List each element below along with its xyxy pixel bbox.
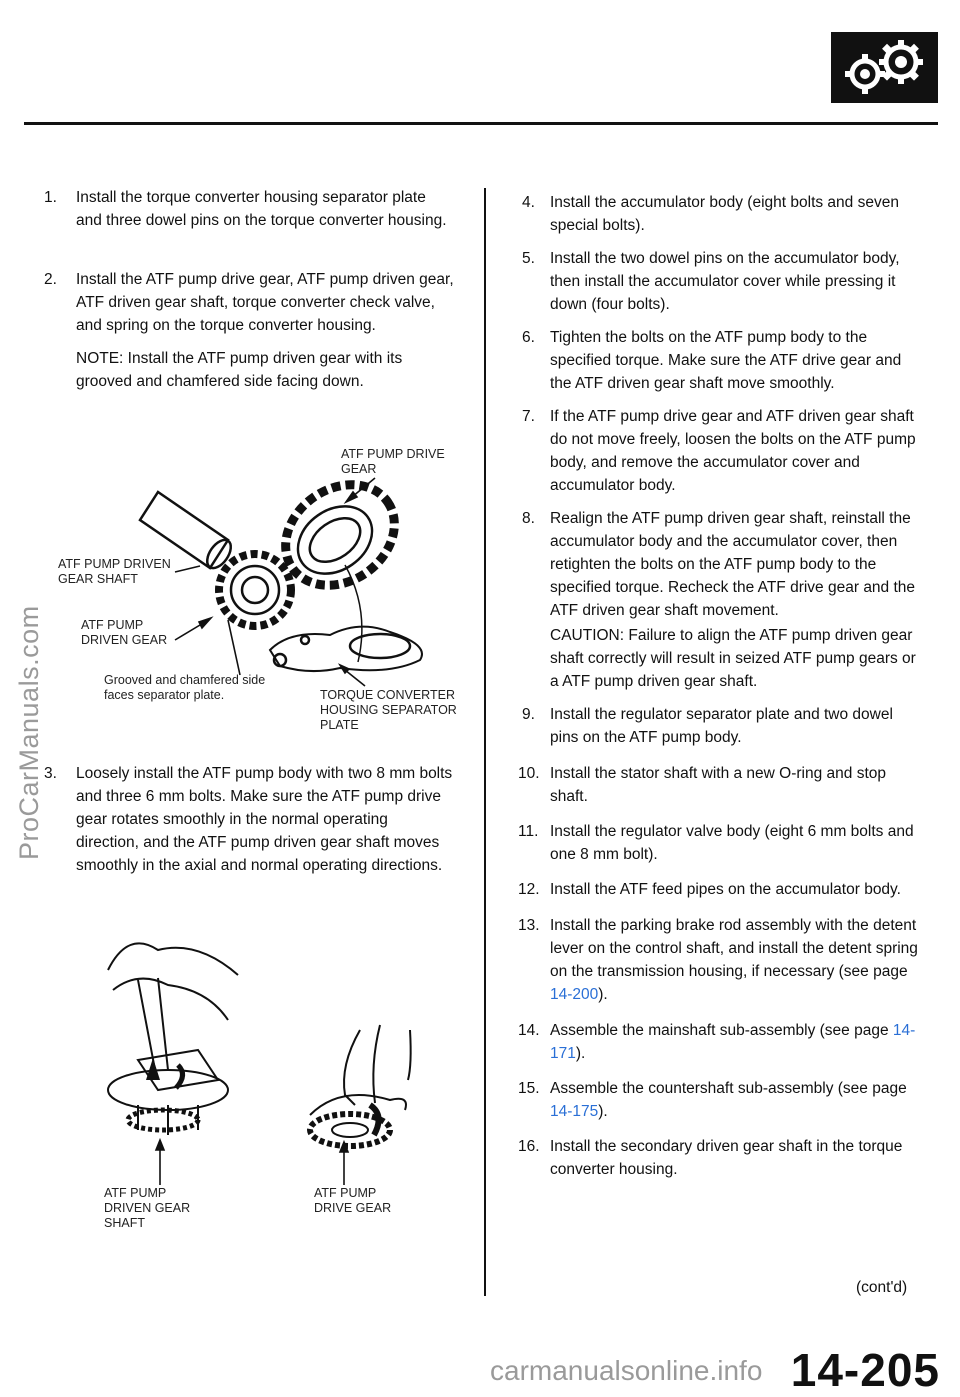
step-14: [518, 1019, 922, 1065]
step-number: 11.: [518, 823, 539, 840]
step-text: Install the stator shaft with a new O-ring and stop shaft.: [550, 765, 887, 805]
step-5: [522, 247, 922, 316]
step-number: 4.: [522, 194, 535, 211]
step-number: 3.: [44, 765, 57, 782]
step-number: 12.: [518, 881, 540, 898]
step-8: [522, 507, 922, 622]
page-number: 14-205: [790, 1344, 940, 1396]
step-text: Install the regulator valve body (eight 6 mm bolts and one 8 mm bolt).: [550, 823, 914, 863]
step-text-tail: ).: [575, 1045, 586, 1062]
page-link[interactable]: 14-200: [550, 986, 599, 1003]
step-number: 13.: [518, 917, 540, 934]
step-text: Install the parking brake rod assembly with the detent lever on the control shaft, and install the detent spring on the transmission housing, if necessary (see page: [550, 917, 918, 980]
step-text: Install the ATF feed pipes on the accumulator body.: [550, 881, 901, 898]
step-15: [518, 1077, 922, 1123]
step-text: Assemble the mainshaft sub-assembly (see page: [550, 1022, 889, 1039]
label-fig2-shaft: ATF PUMP DRIVEN GEAR SHAFT: [104, 1186, 191, 1230]
step-number: 14.: [518, 1022, 540, 1039]
step-text: Install the torque converter housing separator plate and three dowel pins on the torque converter housing.: [76, 189, 447, 229]
step-text: Install the two dowel pins on the accumulator body, then install the accumulator cover while pressing it down (four bolts).: [550, 250, 900, 313]
step-number: 15.: [518, 1080, 540, 1097]
page-link[interactable]: 14-171: [550, 1022, 916, 1062]
step-number: 7.: [522, 408, 535, 425]
bottom-watermark: carmanualsonline.info: [490, 1355, 763, 1386]
step-number: 1.: [44, 189, 57, 206]
step-text: Install the regulator separator plate and two dowel pins on the ATF pump body.: [550, 706, 893, 746]
step-12: [518, 878, 922, 901]
step-6: [522, 326, 922, 395]
label-shaft: ATF PUMP DRIVEN GEAR SHAFT: [58, 557, 171, 586]
label-grooved: Grooved and chamfered side faces separator plate.: [104, 673, 266, 702]
step-text: Install the ATF pump drive gear, ATF pump driven gear, ATF driven gear shaft, torque converter check valve, and spring on the torque converter housing.: [76, 271, 454, 334]
step-number: 2.: [44, 271, 57, 288]
page-link[interactable]: 14-175: [550, 1103, 599, 1120]
caution: CAUTION: Failure to align the ATF pump driven gear shaft correctly will result in seized ATF pump gears or a ATF pump driven gear shaft.: [550, 627, 916, 690]
step-11: [518, 820, 922, 866]
step-9: [522, 703, 922, 749]
step-number: 5.: [522, 250, 535, 267]
label-fig2-drive-gear: ATF PUMP DRIVE GEAR: [314, 1186, 392, 1215]
step-4: [522, 191, 922, 237]
step-text: Tighten the bolts on the ATF pump body to the specified torque. Make sure the ATF drive gear and the ATF driven gear shaft move smoothly.: [550, 329, 902, 392]
step-text: Install the accumulator body (eight bolts and seven special bolts).: [550, 194, 899, 234]
side-watermark: ProCarManuals.com: [14, 605, 44, 860]
step-7: [522, 405, 922, 497]
continued-note: (cont'd): [856, 1279, 908, 1296]
step-number: 16.: [518, 1138, 540, 1155]
step-text: Install the secondary driven gear shaft in the torque converter housing.: [550, 1138, 903, 1178]
label-drive-gear: ATF PUMP DRIVE GEAR: [341, 447, 445, 476]
step-13: [518, 914, 922, 1006]
step-number: 10.: [518, 765, 540, 782]
step-text: If the ATF pump drive gear and ATF driven gear shaft do not move freely, loosen the bolts on the ATF pump body, and remove the accumulator cover and accumulator body.: [550, 408, 916, 494]
label-driven-gear: ATF PUMP DRIVEN GEAR: [81, 618, 168, 647]
label-separator-plate: TORQUE CONVERTER HOUSING SEPARATOR PLATE: [320, 688, 457, 732]
step-10: [518, 762, 922, 808]
step-text: Loosely install the ATF pump body with two 8 mm bolts and three 6 mm bolts. Make sure the ATF pump drive gear rotates smoothly in the normal operating direction, and the ATF pump driven gear shaft moves smoothly in the axial and normal operating directions.: [76, 765, 453, 874]
step-text: Realign the ATF pump driven gear shaft, reinstall the accumulator body and the accumulator cover, then retighten the bolts on the ATF pump body to the specified torque. Recheck the ATF drive gear and the ATF driven gear shaft movement.: [550, 510, 916, 619]
step-number: 9.: [522, 706, 535, 723]
hand-gear-diagram: [300, 1025, 430, 1155]
note: NOTE: Install the ATF pump driven gear with its grooved and chamfered side facing down.: [76, 350, 403, 390]
step-text-tail: ).: [598, 1103, 608, 1120]
step-text-tail: ).: [598, 986, 608, 1003]
step-number: 6.: [522, 329, 535, 346]
step-16: [518, 1135, 922, 1181]
step-3: [44, 762, 454, 877]
step-number: 8.: [522, 510, 535, 527]
pliers-diagram: [98, 930, 248, 1145]
step-text: Assemble the countershaft sub-assembly (see page: [550, 1080, 907, 1097]
